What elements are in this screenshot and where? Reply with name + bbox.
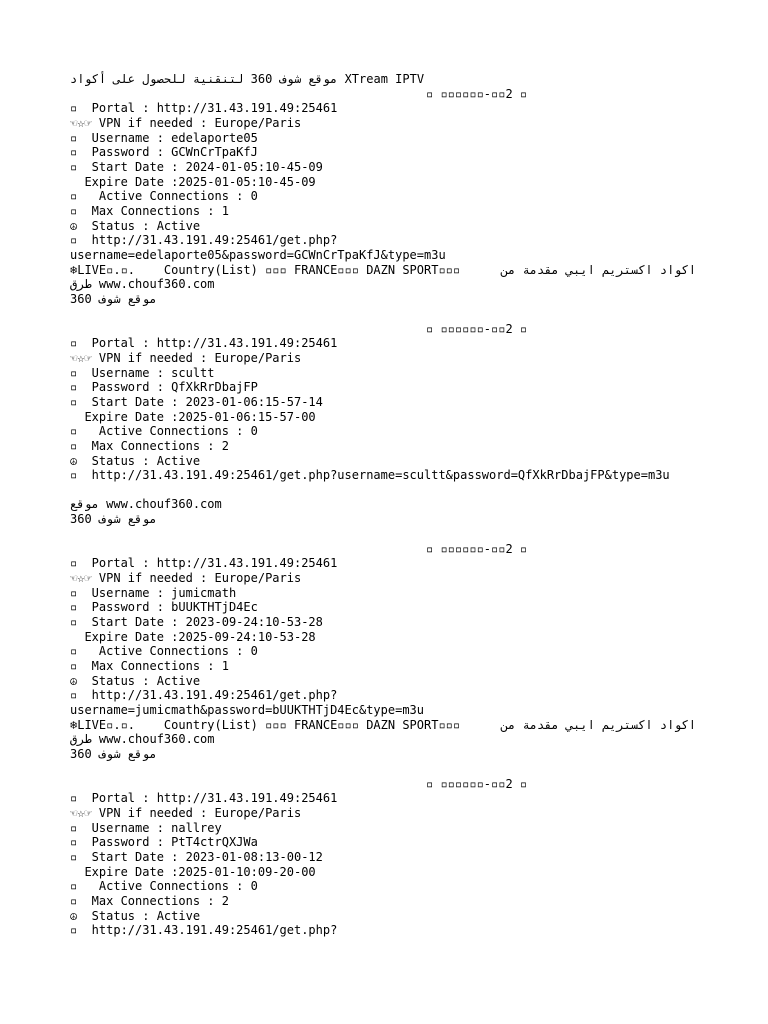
vpn-line: ☜☆☞ VPN if needed : Europe/Paris	[70, 116, 302, 130]
max-connections-line: ▫ Max Connections : 1	[70, 204, 229, 218]
max-connections-line: ▫ Max Connections : 1	[70, 659, 229, 673]
portal-line: ▫ Portal : http://31.43.191.49:25461	[70, 791, 338, 805]
block-header: ▫ ▫▫▫▫▫▫-▫▫2 ▫	[426, 777, 528, 791]
arabic-codes-text: اكواد اكستريم ايبي مقدمة من	[500, 263, 696, 277]
start-date-line: ▫ Start Date : 2023-09-24:10-53-28	[70, 615, 323, 629]
page-title: موقع شوف 360 لتنقنية للحصول على أكواد XTream IPTV	[70, 72, 425, 86]
vpn-line: ☜☆☞ VPN if needed : Europe/Paris	[70, 806, 302, 820]
block-header: ▫ ▫▫▫▫▫▫-▫▫2 ▫	[426, 87, 528, 101]
max-connections-line: ▫ Max Connections : 2	[70, 439, 229, 453]
active-connections-line: ▫ Active Connections : 0	[70, 879, 258, 893]
password-line: ▫ Password : QfXkRrDbajFP	[70, 380, 258, 394]
arabic-codes-text: اكواد اكستريم ايبي مقدمة من	[500, 718, 696, 732]
block-header: ▫ ▫▫▫▫▫▫-▫▫2 ▫	[426, 542, 528, 556]
status-line: ☮ Status : Active	[70, 454, 201, 468]
expire-date-line: Expire Date :2025-01-10:09-20-00	[70, 865, 316, 879]
portal-line: ▫ Portal : http://31.43.191.49:25461	[70, 336, 338, 350]
site-line: طرق www.chouf360.com	[70, 277, 215, 291]
active-connections-line: ▫ Active Connections : 0	[70, 189, 258, 203]
live-country-line: ❄LIVE▫.▫. Country(List) ▫▫▫ FRANCE▫▫▫ DAZN SPORT▫▫▫	[70, 718, 461, 732]
max-connections-line: ▫ Max Connections : 2	[70, 894, 229, 908]
status-line: ☮ Status : Active	[70, 219, 201, 233]
live-country-line: ❄LIVE▫.▫. Country(List) ▫▫▫ FRANCE▫▫▫ DAZN SPORT▫▫▫	[70, 263, 461, 277]
m3u-url-line: ▫ http://31.43.191.49:25461/get.php?username=scultt&password=QfXkRrDbajFP&type=m3u	[70, 468, 670, 482]
block-footer: موقع شوف 360	[70, 747, 157, 761]
portal-line: ▫ Portal : http://31.43.191.49:25461	[70, 556, 338, 570]
portal-line: ▫ Portal : http://31.43.191.49:25461	[70, 101, 338, 115]
m3u-url-line: ▫ http://31.43.191.49:25461/get.php?	[70, 688, 338, 702]
vpn-line: ☜☆☞ VPN if needed : Europe/Paris	[70, 351, 302, 365]
username-line: ▫ Username : edelaporte05	[70, 131, 258, 145]
active-connections-line: ▫ Active Connections : 0	[70, 644, 258, 658]
expire-date-line: Expire Date :2025-09-24:10-53-28	[70, 630, 316, 644]
block-footer: موقع شوف 360	[70, 292, 157, 306]
site-line: موقع www.chouf360.com	[70, 497, 222, 511]
m3u-url-continuation: username=edelaporte05&password=GCWnCrTpaKfJ&type=m3u	[70, 248, 446, 262]
m3u-url-line: ▫ http://31.43.191.49:25461/get.php?	[70, 923, 338, 937]
username-line: ▫ Username : scultt	[70, 366, 215, 380]
m3u-url-line: ▫ http://31.43.191.49:25461/get.php?	[70, 233, 338, 247]
active-connections-line: ▫ Active Connections : 0	[70, 424, 258, 438]
password-line: ▫ Password : GCWnCrTpaKfJ	[70, 145, 258, 159]
username-line: ▫ Username : nallrey	[70, 821, 222, 835]
password-line: ▫ Password : bUUKTHTjD4Ec	[70, 600, 258, 614]
expire-date-line: Expire Date :2025-01-05:10-45-09	[70, 175, 316, 189]
start-date-line: ▫ Start Date : 2024-01-05:10-45-09	[70, 160, 323, 174]
expire-date-line: Expire Date :2025-01-06:15-57-00	[70, 410, 316, 424]
vpn-line: ☜☆☞ VPN if needed : Europe/Paris	[70, 571, 302, 585]
block-footer: موقع شوف 360	[70, 512, 157, 526]
password-line: ▫ Password : PtT4ctrQXJWa	[70, 835, 258, 849]
start-date-line: ▫ Start Date : 2023-01-06:15-57-14	[70, 395, 323, 409]
site-line: طرق www.chouf360.com	[70, 732, 215, 746]
status-line: ☮ Status : Active	[70, 909, 201, 923]
block-header: ▫ ▫▫▫▫▫▫-▫▫2 ▫	[426, 322, 528, 336]
username-line: ▫ Username : jumicmath	[70, 586, 237, 600]
start-date-line: ▫ Start Date : 2023-01-08:13-00-12	[70, 850, 323, 864]
m3u-url-continuation: username=jumicmath&password=bUUKTHTjD4Ec&type=m3u	[70, 703, 425, 717]
status-line: ☮ Status : Active	[70, 674, 201, 688]
